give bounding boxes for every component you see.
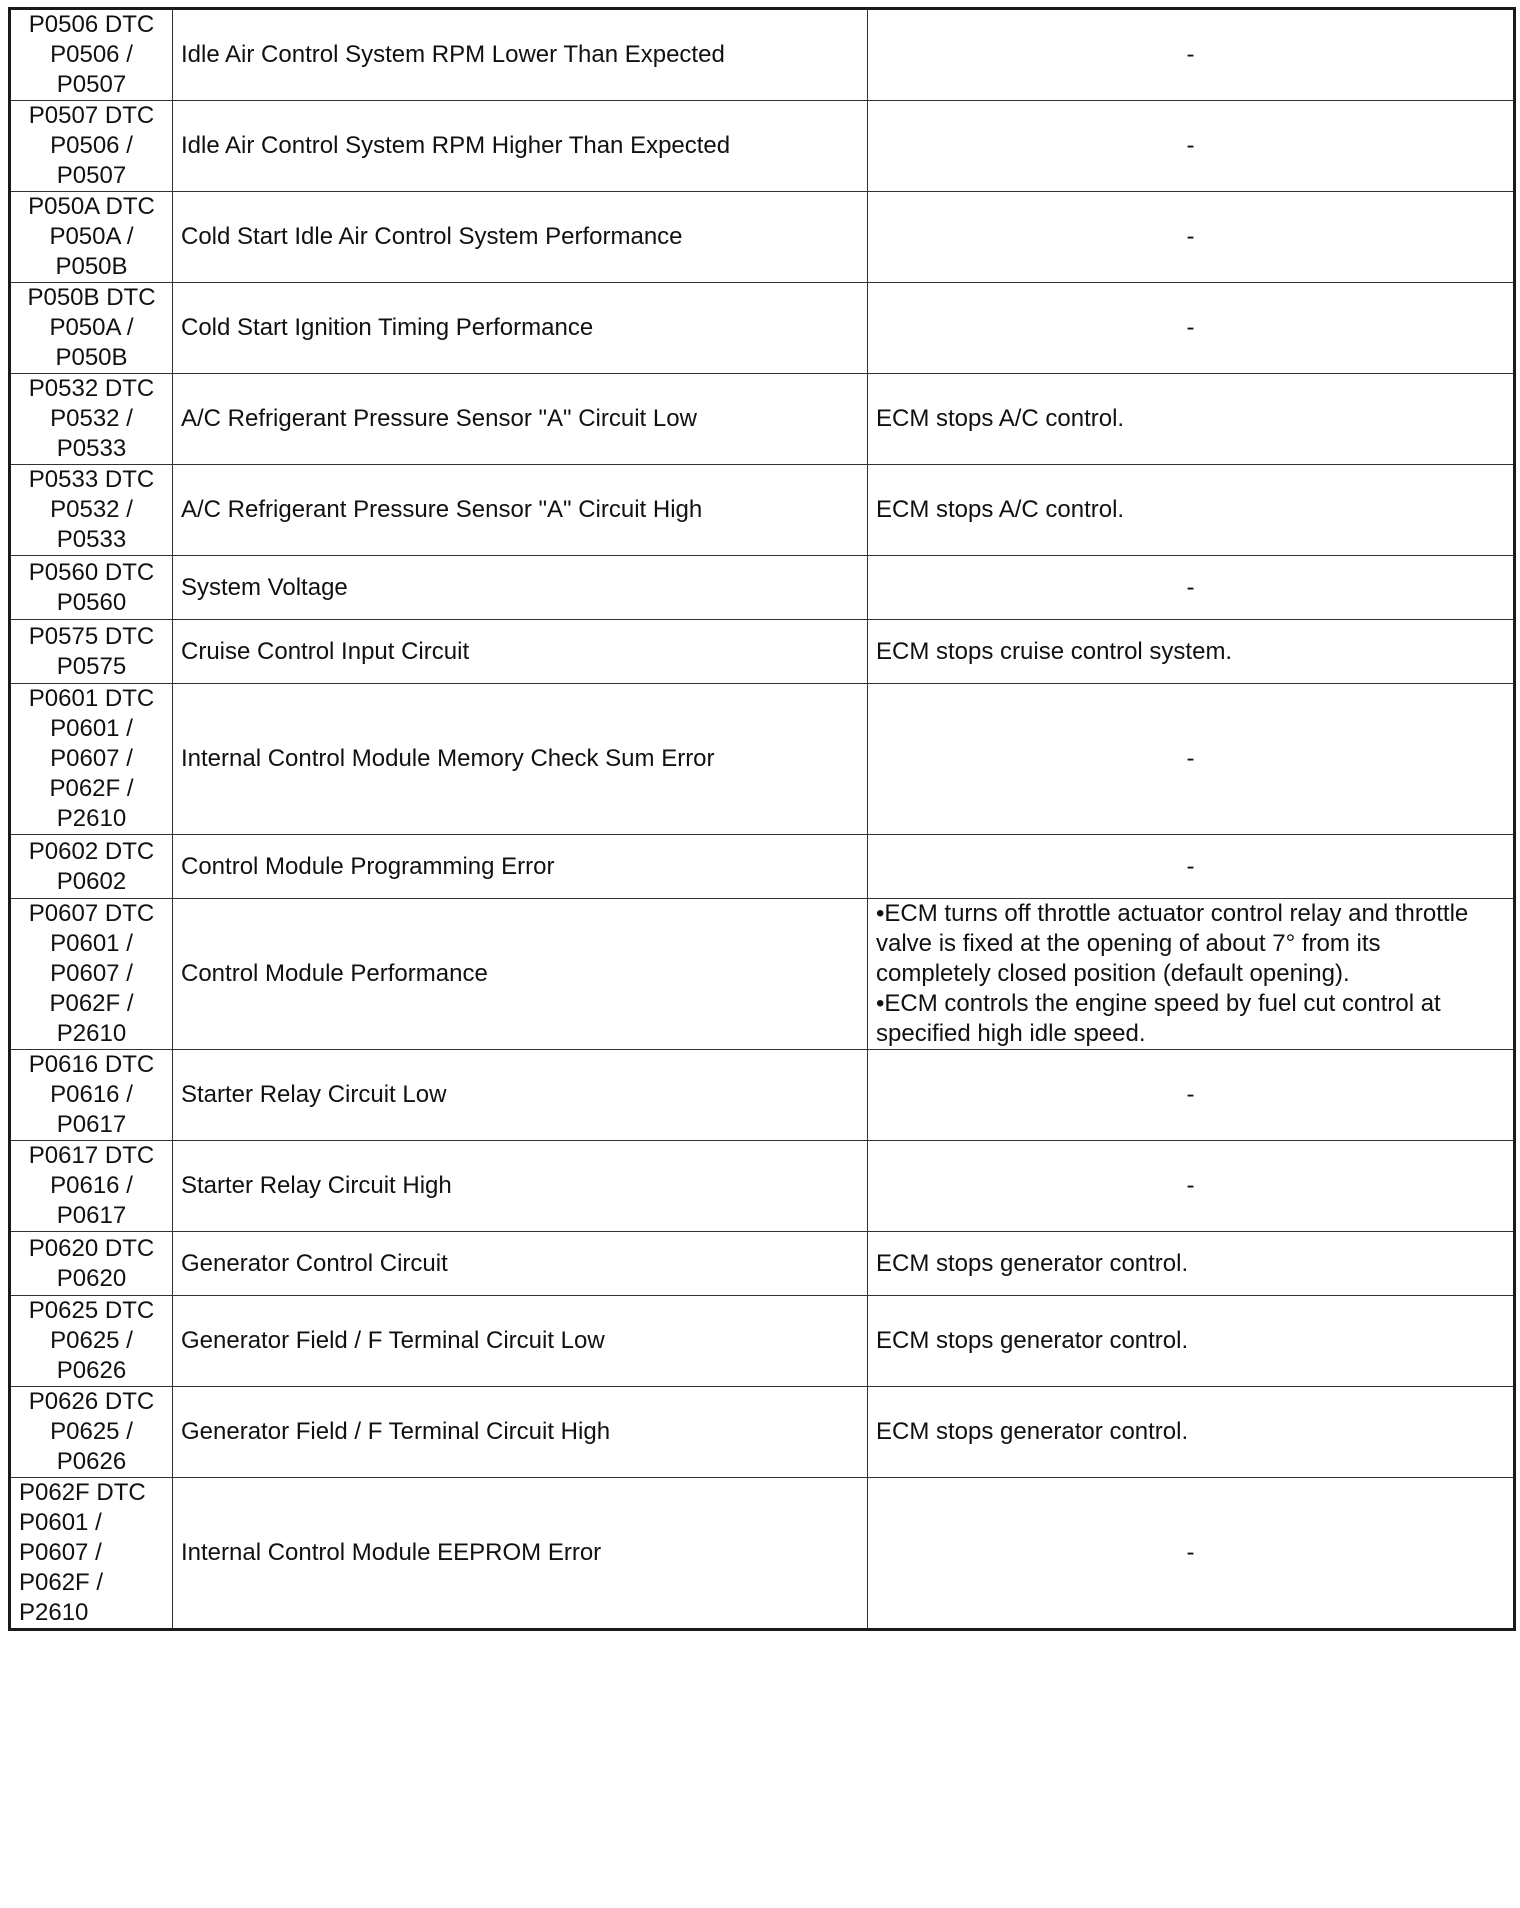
table-row [10,1387,1515,1478]
detection-item-cell [173,1141,868,1232]
dtc-code-line: P050A / [49,314,134,341]
dtc-code-line: P0506 / [50,132,133,159]
fail-safe-cell [868,899,1515,1050]
dtc-code-cell [10,283,173,374]
dtc-code-line: P0626 DTC [28,1388,155,1415]
dtc-code-cell [10,374,173,465]
dtc-code-line: P0607 DTC [28,900,155,927]
dtc-code-line: P2610 [56,805,127,832]
dtc-code-cell [10,192,173,283]
detection-item-text: Starter Relay Circuit High [181,1172,452,1199]
dtc-code-line: P0625 / [50,1327,133,1354]
dtc-code-cell [10,1141,173,1232]
table-row [10,620,1515,684]
dtc-code-line: P050B [55,344,128,371]
dtc-code-line: P0620 [56,1264,127,1292]
fail-safe-cell [868,1141,1515,1232]
detection-item-cell [173,684,868,835]
fail-safe-line: specified high idle speed. [876,1020,1146,1047]
dtc-code-line: P0625 DTC [28,1297,155,1324]
detection-item-cell [173,1296,868,1387]
dtc-code-line: P050A DTC [28,193,155,220]
dtc-code-line: P0560 DTC [28,558,155,586]
dtc-code-line: P0507 [56,71,127,98]
detection-item-cell [173,835,868,899]
fail-safe-cell [868,283,1515,374]
fail-safe-dash: - [1186,223,1195,250]
fail-safe-cell [868,1232,1515,1296]
dtc-code-line: P050B [55,253,128,280]
table-row [10,1478,1515,1630]
table-row [10,374,1515,465]
fail-safe-dash: - [1186,573,1195,601]
detection-item-cell [173,374,868,465]
table-row [10,684,1515,835]
detection-item-cell [173,1387,868,1478]
detection-item-text: Generator Field / F Terminal Circuit Low [181,1327,605,1354]
dtc-code-line: P0617 [56,1202,127,1229]
dtc-code-line: P0533 [56,526,127,553]
dtc-code-line: P0532 / [50,496,133,523]
detection-item-text: Internal Control Module EEPROM Error [181,1539,602,1566]
detection-item-cell [173,192,868,283]
fail-safe-cell [868,1478,1515,1630]
dtc-code-line: P0616 / [50,1081,133,1108]
detection-item-text: A/C Refrigerant Pressure Sensor "A" Circuit High [181,496,703,523]
fail-safe-cell [868,192,1515,283]
table-row [10,1232,1515,1296]
detection-item-cell [173,1478,868,1630]
fail-safe-cell [868,465,1515,556]
fail-safe-cell [868,9,1515,101]
fail-safe-cell [868,101,1515,192]
dtc-code-cell [10,101,173,192]
detection-item-text: Starter Relay Circuit Low [181,1081,447,1108]
detection-item-text: Control Module Performance [181,960,488,987]
table-row [10,1296,1515,1387]
dtc-code-line: P0625 / [50,1418,133,1445]
fail-safe-line: •ECM turns off throttle actuator control relay and throttle [876,900,1469,927]
detection-item-text: Control Module Programming Error [181,852,555,880]
table-row [10,101,1515,192]
dtc-code-line: P062F / [19,1569,104,1596]
fail-safe-dash: - [1186,132,1195,159]
table-row [10,835,1515,899]
dtc-code-line: P0575 DTC [28,622,155,650]
dtc-code-cell [10,620,173,684]
dtc-code-line: P0616 DTC [28,1051,155,1078]
detection-item-cell [173,101,868,192]
dtc-code-line: P0507 [56,162,127,189]
dtc-code-line: P0601 / [19,1509,102,1536]
dtc-code-cell [10,465,173,556]
fail-safe-dash: - [1186,745,1195,772]
dtc-code-cell [10,684,173,835]
detection-item-text: Cold Start Idle Air Control System Performance [181,223,683,250]
dtc-code-cell [10,1296,173,1387]
detection-item-cell [173,283,868,374]
fail-safe-cell [868,1296,1515,1387]
fail-safe-line: ECM stops generator control. [876,1327,1189,1354]
detection-item-cell [173,556,868,620]
detection-item-text: Idle Air Control System RPM Lower Than Expected [181,41,725,68]
dtc-code-line: P0607 / [50,745,133,772]
table-row [10,899,1515,1050]
fail-safe-cell [868,1387,1515,1478]
table-row [10,283,1515,374]
dtc-code-line: P0626 [56,1357,127,1384]
fail-safe-line: ECM stops generator control. [876,1418,1189,1445]
detection-item-cell [173,465,868,556]
dtc-code-line: P050A / [49,223,134,250]
dtc-code-line: P0602 DTC [28,837,155,865]
fail-safe-line: ECM stops A/C control. [876,496,1125,523]
table-row [10,192,1515,283]
dtc-fail-safe-table [8,7,1516,1631]
detection-item-text: System Voltage [181,573,348,601]
fail-safe-line: •ECM controls the engine speed by fuel cut control at [876,990,1441,1017]
dtc-code-line: P0506 DTC [28,11,155,38]
dtc-code-line: P0616 / [50,1172,133,1199]
detection-item-text: Cruise Control Input Circuit [181,637,470,665]
dtc-code-line: P0575 [56,652,127,680]
fail-safe-line: valve is fixed at the opening of about 7° from its [876,930,1381,957]
table-row [10,9,1515,101]
dtc-code-line: P0560 [56,588,127,616]
fail-safe-cell [868,1050,1515,1141]
dtc-code-line: P0620 DTC [28,1234,155,1262]
detection-item-text: Cold Start Ignition Timing Performance [181,314,594,341]
detection-item-cell [173,620,868,684]
fail-safe-line: ECM stops generator control. [876,1249,1189,1277]
dtc-code-cell [10,556,173,620]
fail-safe-dash: - [1186,852,1195,880]
detection-item-text: Generator Field / F Terminal Circuit High [181,1418,611,1445]
table-row [10,1050,1515,1141]
table-row [10,465,1515,556]
fail-safe-cell [868,374,1515,465]
table-row [10,556,1515,620]
dtc-code-line: P0607 / [19,1539,102,1566]
dtc-code-line: P0602 [56,867,127,895]
detection-item-cell [173,1050,868,1141]
dtc-code-cell [10,9,173,101]
dtc-code-cell [10,1232,173,1296]
table-row [10,1141,1515,1232]
detection-item-cell [173,899,868,1050]
table-body [10,9,1515,1630]
dtc-code-line: P0617 DTC [28,1142,155,1169]
dtc-code-line: P0626 [56,1448,127,1475]
dtc-code-line: P0507 DTC [28,102,155,129]
dtc-code-line: P0601 / [50,715,133,742]
fail-safe-dash: - [1186,1172,1195,1199]
fail-safe-line: completely closed position (default opening). [876,960,1350,987]
dtc-code-line: P0506 / [50,41,133,68]
fail-safe-cell [868,835,1515,899]
dtc-code-line: P2610 [19,1599,89,1626]
dtc-code-cell [10,835,173,899]
dtc-code-line: P0532 / [50,405,133,432]
dtc-code-line: P0532 DTC [28,375,155,402]
dtc-code-line: P062F DTC [19,1479,146,1506]
detection-item-text: A/C Refrigerant Pressure Sensor "A" Circuit Low [181,405,697,432]
fail-safe-dash: - [1186,314,1195,341]
dtc-code-line: P062F / [49,775,134,802]
dtc-code-line: P0601 / [50,930,133,957]
detection-item-text: Generator Control Circuit [181,1249,448,1277]
detection-item-cell [173,9,868,101]
dtc-code-line: P0533 DTC [28,466,155,493]
detection-item-cell [173,1232,868,1296]
dtc-code-cell [10,1387,173,1478]
dtc-code-cell [10,1478,173,1630]
dtc-code-line: P050B DTC [27,284,156,311]
dtc-code-line: P0601 DTC [28,685,155,712]
fail-safe-line: ECM stops A/C control. [876,405,1125,432]
detection-item-text: Internal Control Module Memory Check Sum Error [181,745,715,772]
dtc-code-cell [10,1050,173,1141]
fail-safe-cell [868,684,1515,835]
fail-safe-cell [868,556,1515,620]
fail-safe-dash: - [1186,1081,1195,1108]
dtc-code-line: P0617 [56,1111,127,1138]
dtc-code-line: P2610 [56,1020,127,1047]
fail-safe-dash: - [1186,1539,1195,1566]
fail-safe-dash: - [1186,41,1195,68]
dtc-code-line: P062F / [49,990,134,1017]
dtc-code-line: P0607 / [50,960,133,987]
dtc-code-cell [10,899,173,1050]
fail-safe-cell [868,620,1515,684]
dtc-code-line: P0533 [56,435,127,462]
fail-safe-line: ECM stops cruise control system. [876,637,1233,665]
detection-item-text: Idle Air Control System RPM Higher Than Expected [181,132,731,159]
